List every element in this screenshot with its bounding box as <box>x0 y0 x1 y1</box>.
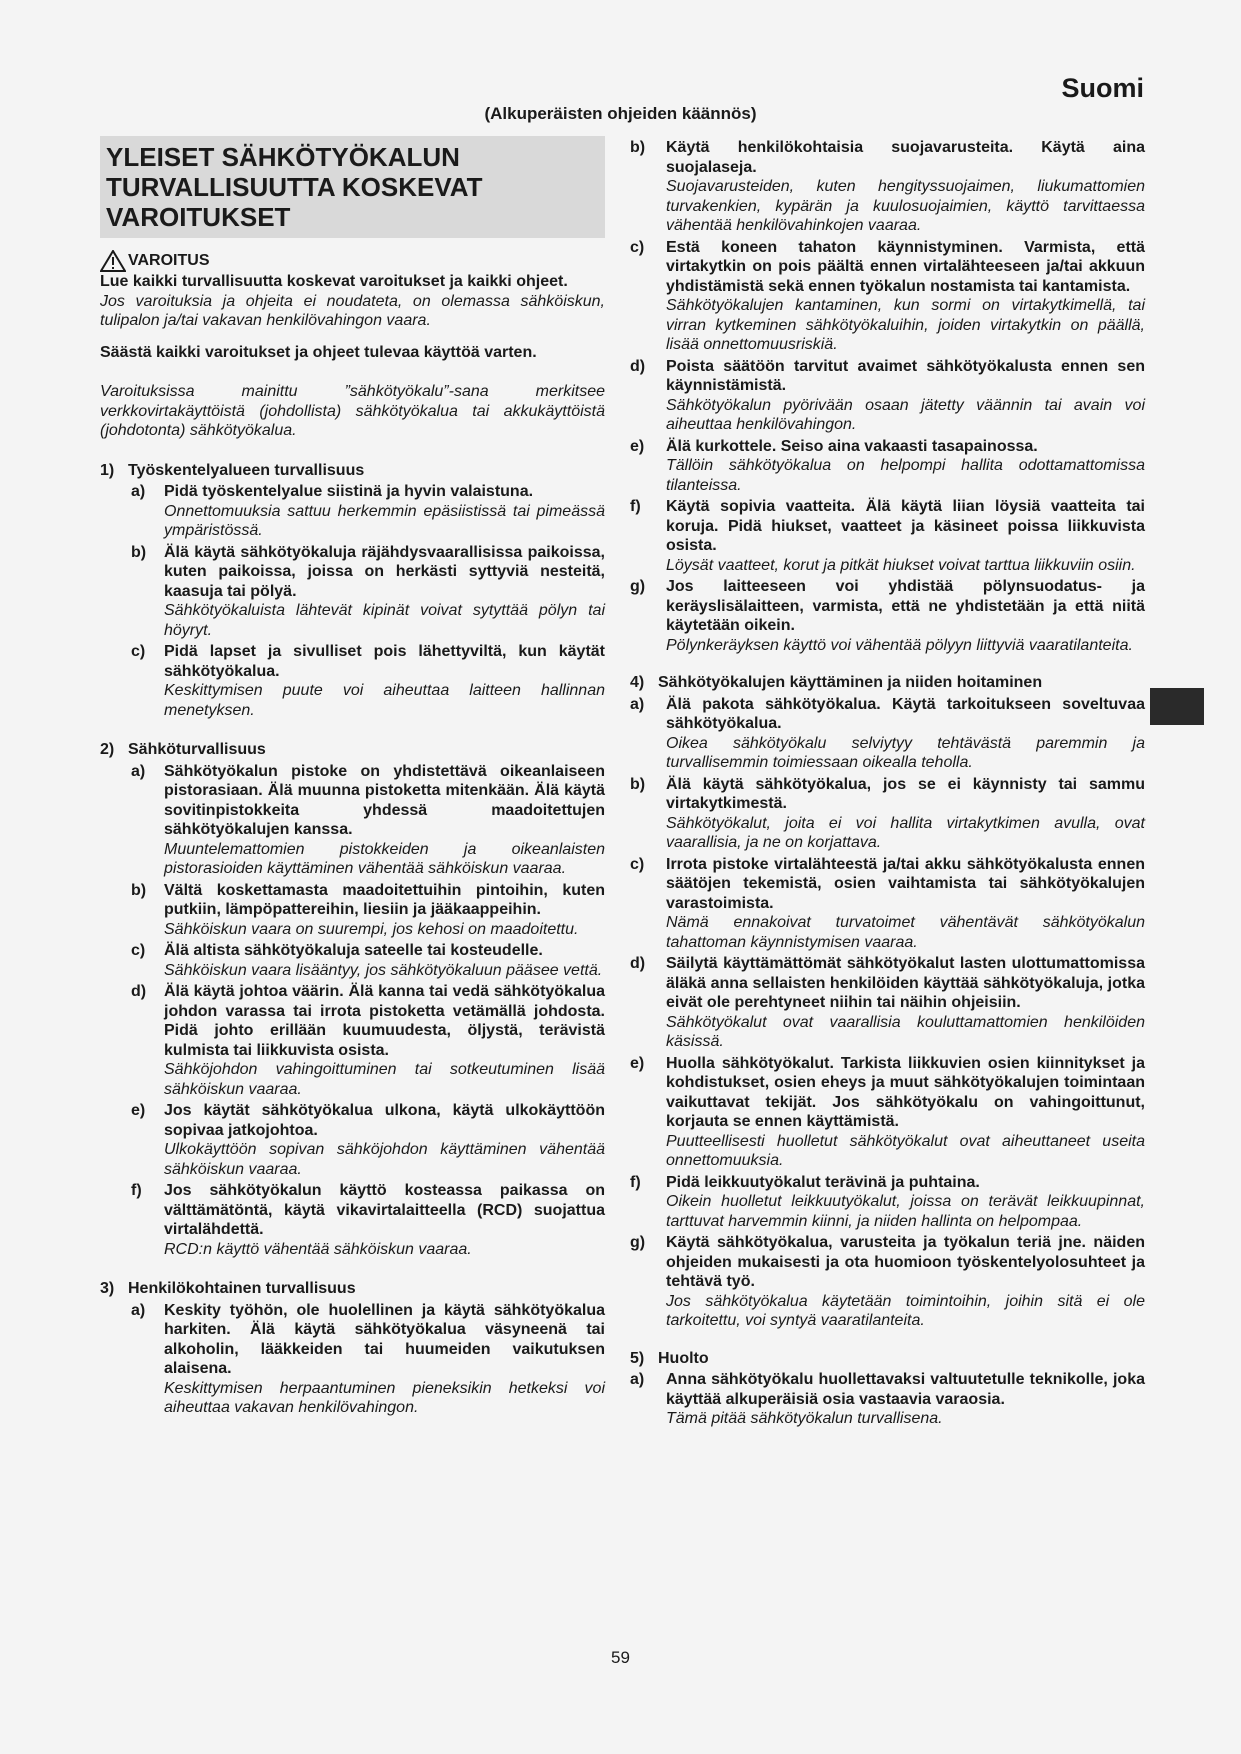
heading-box <box>100 136 605 238</box>
item-label: c) <box>131 643 146 660</box>
item-description: Löysät vaatteet, korut ja pitkät hiukset voivat tarttua liikkuviin osiin. <box>666 556 1136 574</box>
page-number: 59 <box>611 1648 630 1667</box>
section-number: 3) <box>100 1280 115 1297</box>
item-label: d) <box>131 983 147 1000</box>
section-title: Sähkötyökalujen käyttäminen ja niiden hoitaminen <box>658 674 1043 691</box>
item-label: d) <box>630 955 646 972</box>
list-item <box>630 1173 1145 1232</box>
list-item <box>100 881 605 940</box>
item-text: Keskity työhön, ole huolellinen ja käytä sähkötyökalua harkiten. Älä käytä sähkötyökalua väsyneenä tai alkoholin, lääkkeiden tai huumeiden vaikutuksen alaisena. <box>164 1301 605 1377</box>
section-number: 1) <box>100 461 115 479</box>
right-column <box>630 136 1145 1429</box>
item-label: f) <box>630 1173 641 1191</box>
section-title: Huolto <box>658 1349 709 1367</box>
left-sections <box>100 461 605 1418</box>
item-text: Säilytä käyttämättömät sähkötyökalut lasten ulottumattomissa äläkä anna sellaisten henkilöiden käyttää sähkötyökaluja, jotka eivät ole perehtyneet niihin tai näihin ohjeisiin. <box>666 955 1145 1011</box>
item-text: Jos sähkötyökalun käyttö kosteassa paikassa on välttämätöntä, käytä vikavirtalaitteella (RCD) suojattua virtalähdettä. <box>164 1182 605 1238</box>
item-text: Poista säätöön tarvitut avaimet sähkötyökalusta ennen sen käynnistämistä. <box>666 357 1145 394</box>
item-description: Sähköiskun vaara on suurempi, jos kehosi on maadoitettu. <box>164 920 579 938</box>
item-description: Sähkötyökaluista lähtevät kipinät voivat sytyttää pölyn tai höyryt. <box>164 602 605 639</box>
list-item <box>630 855 1145 953</box>
item-description: Keskittymisen puute voi aiheuttaa laitteen hallinnan menetyksen. <box>164 682 605 719</box>
list-item <box>630 695 1145 773</box>
list-item <box>630 1054 1145 1171</box>
page-title: YLEISET SÄHKÖTYÖKALUN TURVALLISUUTTA KOSKEVAT VAROITUKSET <box>106 142 483 232</box>
item-text: Älä altista sähkötyökaluja sateelle tai kosteudelle. <box>164 942 543 959</box>
list-item <box>630 138 1145 236</box>
item-description: Jos sähkötyökalua käytetään toimintoihin, joihin sitä ei ole tarkoitettu, voi syntyä vaaratilanteita. <box>666 1292 1145 1329</box>
list-item <box>100 642 605 720</box>
item-description: Tämä pitää sähkötyökalun turvallisena. <box>666 1410 943 1427</box>
item-label: a) <box>630 1371 645 1388</box>
item-description: Onnettomuuksia sattuu herkemmin epäsiistissä tai pimeässä ympäristössä. <box>164 502 605 539</box>
list-item <box>630 954 1145 1052</box>
intro-italic-2: Varoituksissa mainittu ”sähkötyökalu”-sana merkitsee verkkovirtakäyttöistä (johdollista) sähkötyökalua tai akkukäyttöistä (johdotonta) sähkötyökalua. <box>100 383 605 439</box>
right-items <box>630 138 1145 655</box>
item-text: Älä käytä sähkötyökaluja räjähdysvaarallisissa paikoissa, kuten paikoissa, joissa on herkästi syttyviä nesteitä, kaasuja tai pölyä. <box>164 543 605 600</box>
item-description: Muuntelemattomien pistokkeiden ja oikeanlaisten pistorasioiden käyttäminen vähentää sähköiskun vaaraa. <box>164 840 605 877</box>
item-text: Irrota pistoke virtalähteestä ja/tai akku sähkötyökalusta ennen säätöjen tekemistä, osien vaihtamista tai sähkötyökalujen varastoimista. <box>666 855 1145 912</box>
section-number: 2) <box>100 741 115 758</box>
intro-bold-1: Lue kaikki turvallisuutta koskevat varoitukset ja kaikki ohjeet. <box>100 273 568 290</box>
section-heading <box>630 673 1145 693</box>
item-text: Pidä leikkuutyökalut terävinä ja puhtaina. <box>666 1173 980 1191</box>
list-item <box>100 482 605 541</box>
item-description: RCD:n käyttö vähentää sähköiskun vaaraa. <box>164 1240 472 1258</box>
item-description: Sähkötyökalut ovat vaarallisia kouluttamattomien henkilöiden käsissä. <box>666 1013 1145 1050</box>
list-item <box>100 762 605 879</box>
item-label: b) <box>131 543 147 561</box>
item-text: Käytä sopivia vaatteita. Älä käytä liian löysiä vaatteita tai koruja. Pidä hiukset, vaatteet ja käsineet poissa liikkuvista osista. <box>666 498 1145 554</box>
item-description: Suojavarusteiden, kuten hengityssuojaimen, liukumattomien turvakenkien, kypärän ja kuulosuojaimien, käyttö tarvittaessa vähentää henkilövahinkojen vaaraa. <box>666 178 1145 234</box>
item-label: b) <box>630 139 646 156</box>
item-description: Nämä ennakoivat turvatoimet vähentävät sähkötyökalun tahattoman käynnistymisen vaaraa. <box>666 914 1145 951</box>
list-item <box>630 1233 1145 1331</box>
item-description: Oikein huolletut leikkuutyökalut, joissa on terävät leikkuupinnat, tarttuvat harvemmin kiinni, ja niiden hallinta on helpompaa. <box>666 1193 1145 1230</box>
warning-label: VAROITUS <box>128 252 210 269</box>
item-description: Sähkötyökalun pyörivään osaan jätetty väännin tai avain voi aiheuttaa henkilövahingon. <box>666 396 1145 433</box>
item-text: Estä koneen tahaton käynnistyminen. Varmista, että virtakytkin on pois päältä ennen virtalähteeseen ja/tai akkuun yhdistämistä sekä ennen työkalun nostamista tai kantamista. <box>666 238 1145 295</box>
section-heading <box>630 1349 1145 1369</box>
item-text: Älä pakota sähkötyökalua. Käytä tarkoitukseen soveltuvaa sähkötyökalua. <box>666 695 1145 732</box>
item-label: e) <box>630 1054 645 1072</box>
item-label: b) <box>630 775 646 793</box>
intro-bold-2: Säästä kaikki varoitukset ja ohjeet tulevaa käyttöä varten. <box>100 343 537 361</box>
item-label: c) <box>630 855 645 873</box>
section-title: Työskentelyalueen turvallisuus <box>128 461 365 479</box>
list-item <box>100 1301 605 1418</box>
item-description: Tällöin sähkötyökalua on helpompi hallita odottamattomissa tilanteissa. <box>666 457 1145 494</box>
item-text: Pidä lapset ja sivulliset pois lähettyviltä, kun käytät sähkötyökalua. <box>164 643 605 680</box>
item-label: g) <box>630 578 646 595</box>
left-column <box>100 136 605 1418</box>
translation-subtitle: (Alkuperäisten ohjeiden käännös) <box>484 104 757 123</box>
list-item <box>100 941 605 980</box>
list-item <box>630 1370 1145 1429</box>
item-text: Sähkötyökalun pistoke on yhdistettävä oikeanlaiseen pistorasiaan. Älä muunna pistoketta mitenkään. Älä käytä sovitinpistokkeita yhdessä maadoitettujen sähkötyökalujen kanssa. <box>164 762 605 838</box>
list-item <box>630 437 1145 496</box>
item-label: a) <box>131 1301 146 1319</box>
item-description: Sähköjohdon vahingoittuminen tai sotkeutuminen lisää sähköiskun vaaraa. <box>164 1061 605 1098</box>
item-label: e) <box>630 437 645 455</box>
item-text: Vältä koskettamasta maadoitettuihin pintoihin, kuten putkiin, lämpöpattereihin, liesiin ja jääkaappeihin. <box>164 881 605 918</box>
item-text: Käytä sähkötyökalua, varusteita ja työkalun teriä jne. näiden ohjeiden mukaisesti ja ota huomioon työskentelyolosuhteet ja tehtävä työ. <box>666 1234 1145 1290</box>
item-text: Jos laitteeseen voi yhdistää pölynsuodatus- ja keräyslisälaitteen, varmista, että ne yhdistetään ja että niitä käytetään oikein. <box>666 578 1145 634</box>
intro-italic-1: Jos varoituksia ja ohjeita ei noudateta, on olemassa sähköiskun, tulipalon ja/tai vakavan henkilövahingon vaara. <box>100 292 605 329</box>
list-item <box>630 775 1145 853</box>
list-item <box>100 982 605 1099</box>
section-heading <box>100 461 605 481</box>
item-text: Anna sähkötyökalu huollettavaksi valtuutetulle teknikolle, joka käyttää alkuperäisiä osia vastaavia varaosia. <box>666 1371 1145 1408</box>
item-description: Ulkokäyttöön sopivan sähköjohdon käyttäminen vähentää sähköiskun vaaraa. <box>164 1141 605 1178</box>
list-item <box>100 543 605 641</box>
list-item <box>100 1101 605 1179</box>
item-label: a) <box>131 483 146 500</box>
item-description: Puutteellisesti huolletut sähkötyökalut ovat aiheuttaneet useita onnettomuuksia. <box>666 1132 1145 1169</box>
item-label: f) <box>131 1182 142 1199</box>
section-heading <box>100 1279 605 1299</box>
section-heading <box>100 740 605 760</box>
item-description: Keskittymisen herpaantuminen pieneksikin hetkeksi voi aiheuttaa vakavan henkilövahingon. <box>164 1379 605 1416</box>
section-number: 4) <box>630 674 645 691</box>
item-description: Sähkötyökalujen kantaminen, kun sormi on virtakytkimellä, tai virran kytkeminen sähkötyökaluihin, joiden virtakytkin on päällä, lisää onnettomuusriskiä. <box>666 297 1145 353</box>
item-label: b) <box>131 881 147 899</box>
item-label: a) <box>131 762 146 780</box>
item-description: Oikea sähkötyökalu selviytyy tehtävästä paremmin ja turvallisemmin toimiessaan oikealla teholla. <box>666 734 1145 771</box>
item-description: Sähköiskun vaara lisääntyy, jos sähkötyökaluun pääsee vettä. <box>164 961 603 979</box>
item-label: a) <box>630 695 645 713</box>
item-description: Pölynkeräyksen käyttö voi vähentää pölyyn liittyviä vaaratilanteita. <box>666 636 1133 654</box>
item-text: Älä käytä johtoa väärin. Älä kanna tai vedä sähkötyökalua johdon varassa tai irrota pistoketta vetämällä johdosta. Pidä johto erillään kuumuudesta, öljystä, terävistä kulmista tai liikkuvista osista. <box>164 983 605 1059</box>
item-label: g) <box>630 1234 646 1251</box>
section-number: 5) <box>630 1349 645 1367</box>
language-label: Suomi <box>1061 73 1144 103</box>
item-text: Pidä työskentelyalue siistinä ja hyvin valaistuna. <box>164 483 534 500</box>
warning-line <box>100 250 605 272</box>
item-label: c) <box>630 238 645 256</box>
language-tab-marker <box>1150 688 1204 725</box>
list-item <box>630 357 1145 435</box>
section-title: Sähköturvallisuus <box>128 741 266 758</box>
item-text: Käytä henkilökohtaisia suojavarusteita. Käytä aina suojalaseja. <box>666 139 1145 176</box>
item-text: Älä kurkottele. Seiso aina vakaasti tasapainossa. <box>666 437 1038 455</box>
item-description: Sähkötyökalut, joita ei voi hallita virtakytkimen avulla, ovat vaarallisia, ja ne on korjattava. <box>666 814 1145 851</box>
list-item <box>630 577 1145 655</box>
list-item <box>630 238 1145 355</box>
item-label: d) <box>630 357 646 375</box>
item-label: c) <box>131 942 146 959</box>
item-text: Älä käytä sähkötyökalua, jos se ei käynnisty tai sammu virtakytkimestä. <box>666 775 1145 812</box>
warning-triangle-icon <box>100 250 126 272</box>
section-title: Henkilökohtainen turvallisuus <box>128 1280 356 1297</box>
item-label: e) <box>131 1102 146 1119</box>
list-item <box>100 1181 605 1259</box>
item-text: Huolla sähkötyökalut. Tarkista liikkuvien osien kiinnitykset ja kohdistukset, osien eheys ja muut sähkötyökalujen toimintaan vaikuttavat tekijät. Jos sähkötyökalu on vahingoittunut, korjauta se ennen käyttämistä. <box>666 1054 1145 1130</box>
item-label: f) <box>630 498 641 515</box>
list-item <box>630 497 1145 575</box>
right-sections <box>630 673 1145 1429</box>
item-text: Jos käytät sähkötyökalua ulkona, käytä ulkokäyttöön sopivaa jatkojohtoa. <box>164 1102 605 1139</box>
